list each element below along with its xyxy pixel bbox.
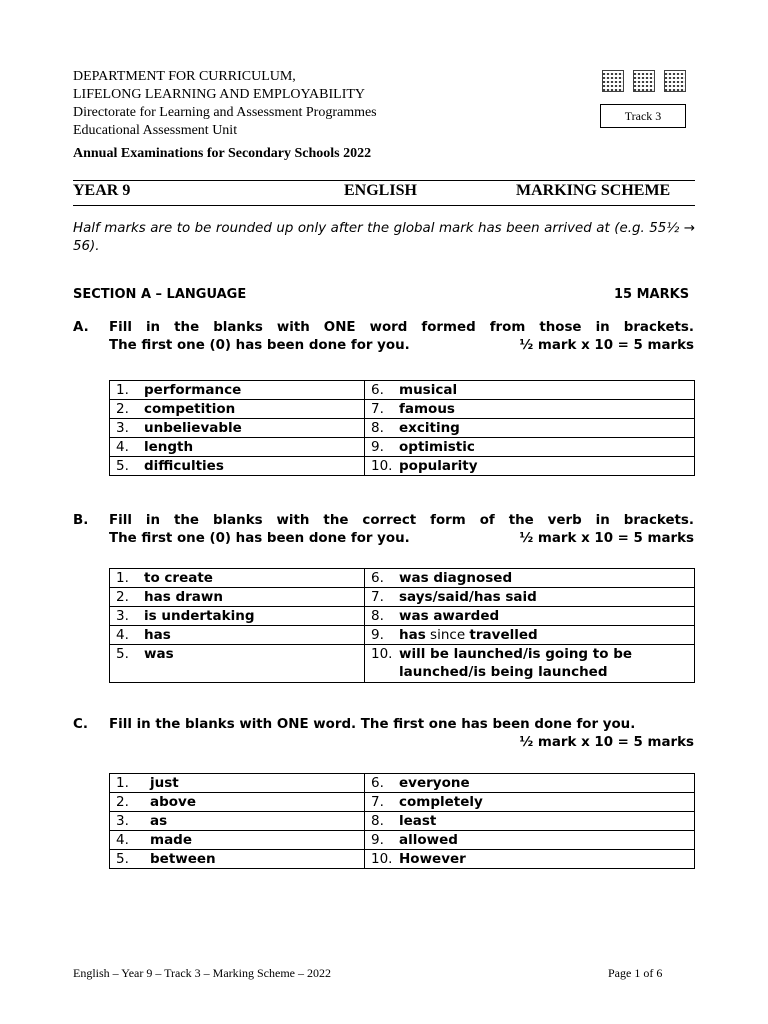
answer: to create: [144, 570, 213, 586]
table-row: [110, 645, 695, 683]
answer: least: [399, 813, 437, 829]
item-number: 7.: [371, 794, 384, 810]
item-number: 5.: [116, 851, 129, 867]
answer: made: [150, 832, 192, 848]
question-b-instructions: [109, 512, 694, 548]
dept-line: LIFELONG LEARNING AND EMPLOYABILITY: [73, 87, 366, 102]
answer: travelled: [469, 627, 538, 643]
exam-title: Annual Examinations for Secondary Schools 2022: [73, 146, 372, 161]
barcode-icon: [633, 70, 655, 92]
department-header: [73, 68, 377, 140]
answer-table-a: [109, 380, 695, 476]
rounding-note: Half marks are to be rounded up only after the global mark has been arrived at (e.g. 55½ → 56).: [73, 221, 695, 254]
answer: difficulties: [144, 458, 224, 474]
table-row: [110, 588, 695, 607]
question-letter: C.: [73, 717, 88, 732]
item-number: 3.: [116, 608, 129, 624]
answer: says/said/has said: [399, 589, 537, 605]
answer: completely: [399, 794, 483, 810]
answer: allowed: [399, 832, 458, 848]
footer-left: English – Year 9 – Track 3 – Marking Scheme – 2022: [73, 966, 331, 980]
answer: has drawn: [144, 589, 223, 605]
section-marks: 15 MARKS: [614, 287, 690, 302]
track-box: Track 3: [600, 104, 686, 128]
doc-type-label: MARKING SCHEME: [516, 182, 671, 199]
item-number: 7.: [371, 589, 384, 605]
table-row: [110, 812, 695, 831]
instruction-line: Fill in the blanks with the correct form of the verb in brackets.: [109, 513, 694, 528]
question-letter: B.: [73, 513, 89, 528]
table-row: [110, 381, 695, 400]
item-number: 8.: [371, 813, 384, 829]
table-row: [110, 831, 695, 850]
answer: competition: [144, 401, 236, 417]
item-number: 1.: [116, 570, 129, 586]
answer: popularity: [399, 458, 478, 474]
item-number: 5.: [116, 646, 129, 662]
item-number: 7.: [371, 401, 384, 417]
barcode-icon: [664, 70, 686, 92]
dept-line: Educational Assessment Unit: [73, 123, 238, 138]
instruction-line: The first one (0) has been done for you.: [109, 531, 410, 546]
answer: is undertaking: [144, 608, 255, 624]
item-number: 2.: [116, 401, 129, 417]
question-letter: A.: [73, 320, 89, 335]
item-number: 4.: [116, 439, 129, 455]
item-number: 3.: [116, 420, 129, 436]
table-row: [110, 793, 695, 812]
table-row: [110, 438, 695, 457]
answer: was diagnosed: [399, 570, 513, 586]
header-rule-top: [73, 180, 695, 181]
instruction-line: The first one (0) has been done for you.: [109, 338, 410, 353]
answer: unbelievable: [144, 420, 242, 436]
table-row: [110, 419, 695, 438]
answer-continued: launched/is being launched: [399, 664, 608, 680]
answer: performance: [144, 382, 242, 398]
item-number: 9.: [371, 832, 384, 848]
answer: above: [150, 794, 197, 810]
subject-label: ENGLISH: [344, 182, 417, 199]
table-row: [110, 457, 695, 476]
answer: was awarded: [399, 608, 500, 624]
question-a-instructions: [109, 319, 694, 355]
table-row: [110, 607, 695, 626]
item-number: 10.: [371, 646, 393, 662]
item-number: 10.: [371, 458, 393, 474]
question-c-instructions: [109, 716, 694, 752]
page-number: Page 1 of 6: [608, 966, 663, 980]
dept-line: Directorate for Learning and Assessment Programmes: [73, 105, 377, 120]
table-row: [110, 774, 695, 793]
item-number: 6.: [371, 775, 384, 791]
answer: everyone: [399, 775, 470, 791]
header-rule-bottom: [73, 205, 695, 206]
year-label: YEAR 9: [73, 182, 131, 199]
item-number: 8.: [371, 420, 384, 436]
item-number: 1.: [116, 775, 129, 791]
answer: optimistic: [399, 439, 475, 455]
answer-plain: since: [425, 627, 470, 643]
table-row: [110, 400, 695, 419]
question-marks: ½ mark x 10 = 5 marks: [519, 735, 694, 750]
item-number: 1.: [116, 382, 129, 398]
item-number: 6.: [371, 570, 384, 586]
answer: between: [150, 851, 216, 867]
table-row: [110, 850, 695, 869]
table-row: [110, 626, 695, 645]
answer: has: [399, 627, 426, 643]
answer: has: [144, 627, 171, 643]
item-number: 9.: [371, 439, 384, 455]
answer: just: [150, 775, 179, 791]
dept-line: DEPARTMENT FOR CURRICULUM,: [73, 69, 296, 84]
item-number: 3.: [116, 813, 129, 829]
item-number: 9.: [371, 627, 384, 643]
answer-table-b: [109, 568, 695, 683]
item-number: 4.: [116, 627, 129, 643]
answer: famous: [399, 401, 455, 417]
table-row: [110, 569, 695, 588]
item-number: 2.: [116, 589, 129, 605]
answer: as: [150, 813, 168, 829]
item-number: 10.: [371, 851, 393, 867]
item-number: 5.: [116, 458, 129, 474]
answer: However: [399, 851, 466, 867]
item-number: 2.: [116, 794, 129, 810]
item-number: 4.: [116, 832, 129, 848]
question-marks: ½ mark x 10 = 5 marks: [519, 338, 694, 353]
barcode-icon: [602, 70, 624, 92]
instruction-line: Fill in the blanks with ONE word formed from those in brackets.: [109, 320, 694, 335]
instruction-line: Fill in the blanks with ONE word. The first one has been done for you.: [109, 717, 636, 732]
question-marks: ½ mark x 10 = 5 marks: [519, 531, 694, 546]
item-number: 6.: [371, 382, 384, 398]
answer: was: [144, 646, 174, 662]
answer: exciting: [399, 420, 460, 436]
section-title: SECTION A – LANGUAGE: [73, 287, 247, 302]
answer: will be launched/is going to be: [399, 646, 633, 662]
answer-table-c: [109, 773, 695, 869]
item-number: 8.: [371, 608, 384, 624]
answer: length: [144, 439, 194, 455]
answer: musical: [399, 382, 458, 398]
